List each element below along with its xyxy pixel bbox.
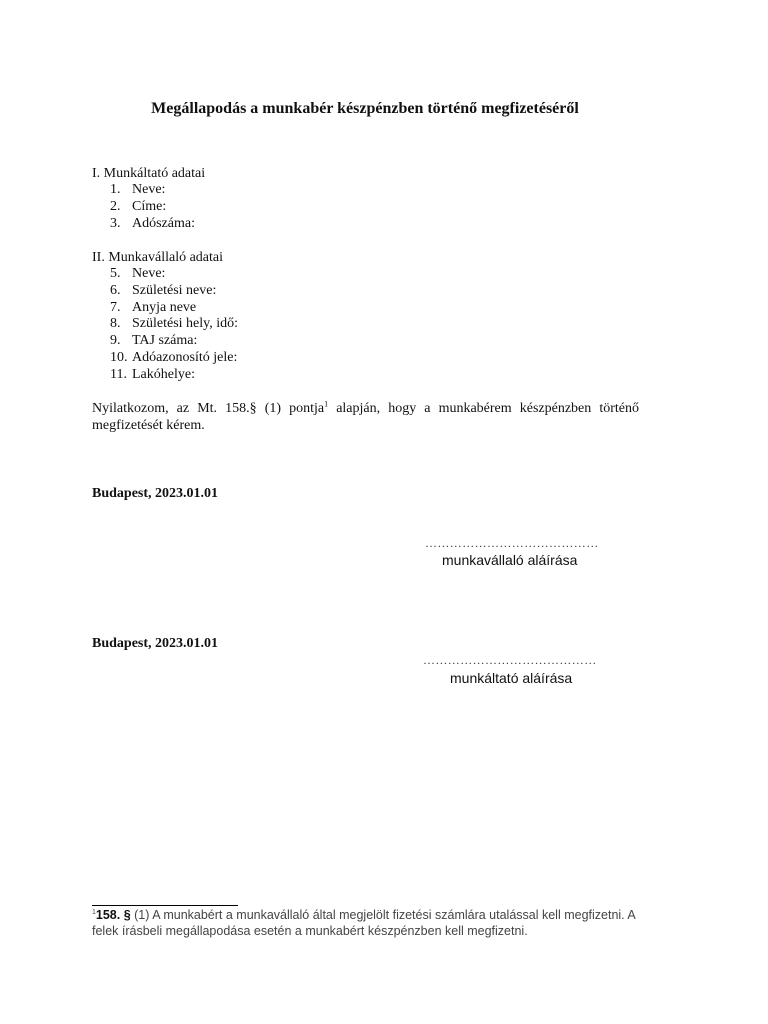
signature-line-employer: …………………………………… <box>423 653 597 667</box>
item-number: 1. <box>110 182 121 197</box>
item-label: Anyja neve <box>132 299 197 315</box>
list-item <box>110 199 195 216</box>
footnote-marker: 1 <box>92 908 96 916</box>
declaration-paragraph <box>92 400 639 434</box>
footnote <box>92 907 662 939</box>
list-item <box>110 300 238 317</box>
employee-fields-list <box>110 266 238 384</box>
footnote-reference: 1 <box>324 399 329 409</box>
document-title: Megállapodás a munkabér készpénzben történő megfizetéséről <box>151 100 579 117</box>
item-number: 2. <box>110 198 121 214</box>
signature-label-employer: munkáltató aláírása <box>450 670 573 686</box>
list-item <box>110 350 238 367</box>
item-label: TAJ száma: <box>132 333 198 349</box>
list-item <box>110 266 238 283</box>
list-item <box>110 316 238 333</box>
list-item <box>110 182 195 199</box>
place-date-2: Budapest, 2023.01.01 <box>92 636 219 651</box>
item-number: 5. <box>110 266 121 281</box>
footnote-separator <box>92 905 238 906</box>
list-item <box>110 333 238 350</box>
list-item <box>110 367 238 384</box>
item-number: 8. <box>110 316 121 332</box>
item-number: 11. <box>110 366 127 382</box>
signature-label-employee: munkavállaló aláírása <box>442 552 578 568</box>
item-label: Lakóhelye: <box>132 366 195 382</box>
declaration-text-start: Nyilatkozom, az Mt. 158.§ (1) pontja <box>92 401 325 416</box>
employer-section-heading: I. Munkáltató adatai <box>92 166 206 181</box>
list-item <box>110 283 238 300</box>
item-label: Születési hely, idő: <box>132 316 239 332</box>
item-label: Címe: <box>132 198 167 214</box>
item-label: Neve: <box>132 182 166 197</box>
declaration-text-end: alapján, hogy a munkabérem készpénzben történő megfizetését kérem. <box>92 401 640 433</box>
item-number: 6. <box>110 282 121 298</box>
item-label: Neve: <box>132 266 166 281</box>
item-number: 3. <box>110 215 121 231</box>
footnote-section: 158. § <box>95 908 131 922</box>
place-date-1: Budapest, 2023.01.01 <box>92 486 219 501</box>
item-label: Adószáma: <box>132 215 195 231</box>
employer-fields-list <box>110 182 195 232</box>
employee-section-heading: II. Munkavállaló adatai <box>92 250 224 265</box>
item-label: Születési neve: <box>132 282 217 298</box>
signature-line-employee: …………………………………… <box>425 536 599 550</box>
item-label: Adóazonosító jele: <box>132 349 238 365</box>
item-number: 10. <box>110 349 128 365</box>
footnote-text: (1) A munkabért a munkavállaló által megjelölt fizetési számlára utalással kell megfizetni. A felek írásbeli megállapodása esetén a munkabért készpénzben kell megfizetni. <box>92 908 636 938</box>
item-number: 9. <box>110 333 121 349</box>
list-item <box>110 216 195 233</box>
item-number: 7. <box>110 299 121 315</box>
